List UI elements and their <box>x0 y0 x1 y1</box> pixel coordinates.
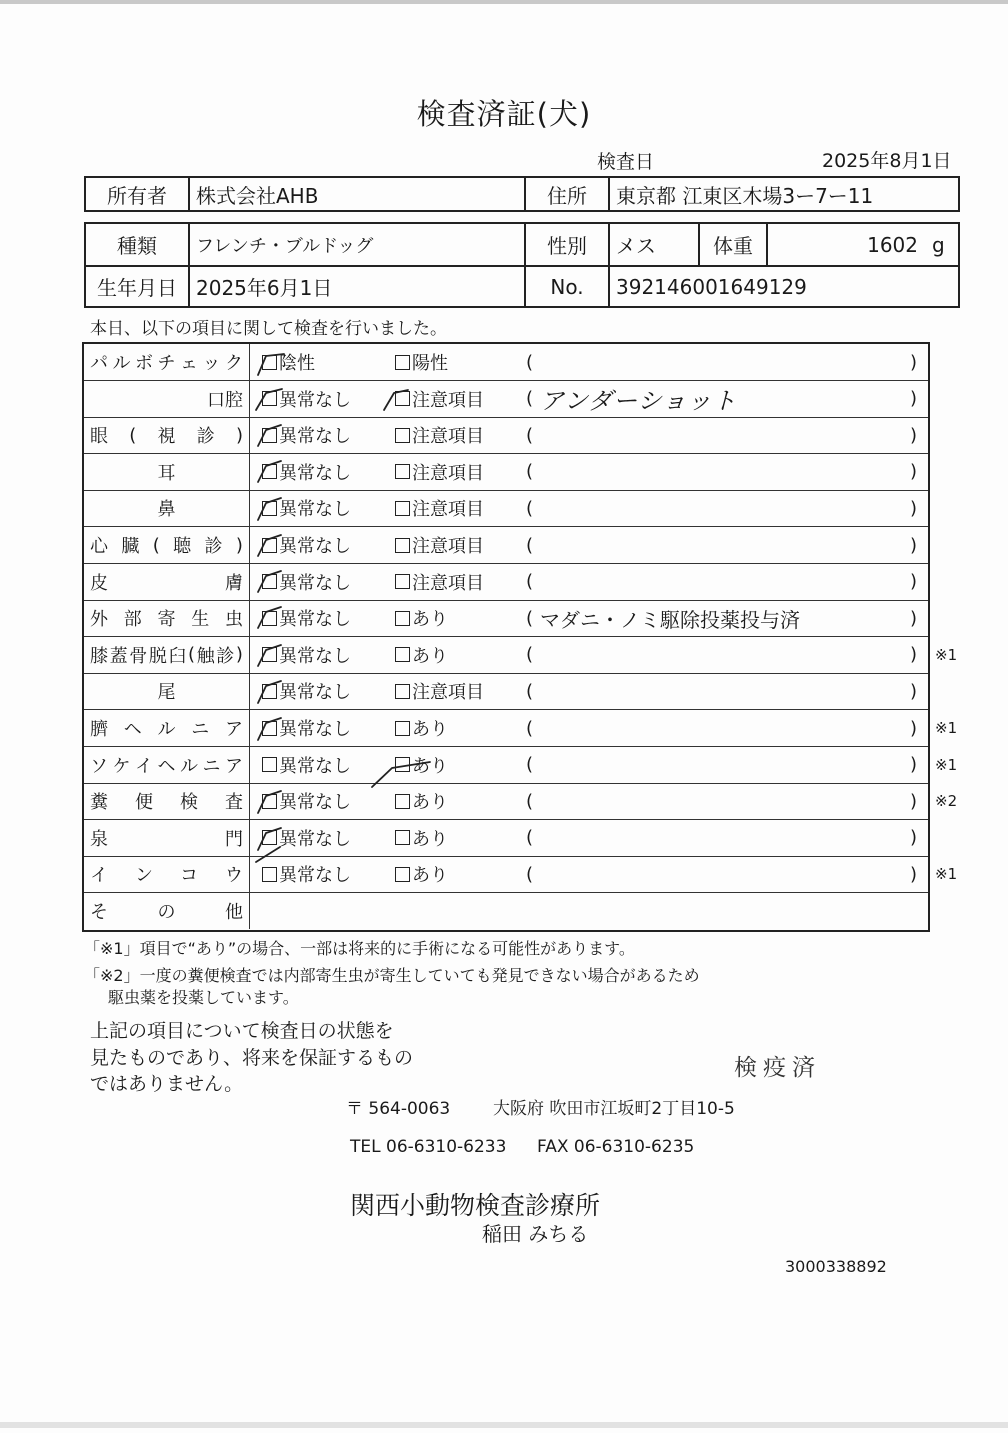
option-label: あり <box>412 792 448 814</box>
paren-close: ) <box>910 424 918 446</box>
option-label: 異常なし <box>279 755 351 777</box>
note-2-cont: 駆虫薬を投薬しています。 <box>108 988 299 1007</box>
owner-label: 所有者 <box>107 183 167 208</box>
option-label: 陽性 <box>412 353 448 374</box>
option-label: 注意項目 <box>412 426 484 448</box>
paren-close: ) <box>910 644 918 666</box>
paren-close: ) <box>910 790 918 812</box>
option-label: あり <box>412 645 448 667</box>
owner-value: 株式会社AHB <box>196 183 319 208</box>
option-label: 異常なし <box>279 792 351 814</box>
paren-open: ( <box>526 754 534 776</box>
paren-open: ( <box>526 461 534 483</box>
paren-open: ( <box>526 534 534 556</box>
disclaimer-line-2: 見たものであり、将来を保証するもの <box>90 1047 414 1069</box>
document-title: 検査済証(犬) <box>416 97 592 131</box>
clinic-fax: FAX 06-6310-6235 <box>537 1137 695 1157</box>
option-label: 異常なし <box>279 572 351 594</box>
paren-close: ) <box>910 607 918 629</box>
birth-value: 2025年6月1日 <box>196 276 333 300</box>
note-2: 「※2」一度の糞便検査では内部寄生虫が寄生していても発見できない場合があるため <box>84 966 700 985</box>
row-label: 尾 <box>84 673 250 709</box>
breed-value: フレンチ・ブルドッグ <box>196 235 374 257</box>
option-label: 異常なし <box>279 499 351 521</box>
option-label: あり <box>412 719 448 740</box>
vet-name: 稲田 みちる <box>482 1222 589 1246</box>
exam-date: 2025年8月1日 <box>822 150 952 172</box>
number-value: 392146001649129 <box>616 274 807 299</box>
clinic-address: 大阪府 吹田市江坂町2丁目10-5 <box>493 1099 735 1119</box>
row-label: そ の 他 <box>84 893 250 929</box>
paren-open: ( <box>526 571 534 593</box>
row-label: 膝 蓋 骨 脱 臼 ( 触 診 ) <box>84 637 250 673</box>
exam-date-label: 検査日 <box>597 151 655 173</box>
document-number: 3000338892 <box>785 1257 887 1276</box>
option-label: 陰性 <box>279 353 315 374</box>
number-label: No. <box>550 274 584 299</box>
paren-open: ( <box>526 424 534 446</box>
postal-code: 〒 564-0063 <box>346 1099 451 1119</box>
option-label: 注意項目 <box>412 499 484 521</box>
option-label: 注意項目 <box>412 572 484 594</box>
option-label: 異常なし <box>279 645 351 667</box>
option-label: 注意項目 <box>412 389 484 411</box>
row-label: 耳 <box>84 454 250 490</box>
row-label: 外 部 寄 生 虫 <box>84 600 250 636</box>
option-label: 異常なし <box>279 865 351 887</box>
option-label: あり <box>412 609 448 631</box>
row-label: 眼 ( 視 診 ) <box>84 417 250 453</box>
paren-close: ) <box>910 863 918 885</box>
paren-open: ( <box>526 607 534 629</box>
scan-edge-bottom <box>0 1422 1008 1428</box>
footnote-mark: ※1 <box>935 719 958 737</box>
option-label: あり <box>412 755 448 777</box>
paren-close: ) <box>910 461 918 483</box>
paren-close: ) <box>910 497 918 519</box>
address-label: 住所 <box>547 183 587 208</box>
row-label: ソ ケ イ ヘ ル ニ ア <box>84 747 250 783</box>
footnote-mark: ※1 <box>935 645 958 664</box>
row-label: 口腔 <box>84 381 250 417</box>
paren-close: ) <box>910 534 918 556</box>
birth-label: 生年月日 <box>97 276 177 300</box>
row-label: 心 臓 ( 聴 診 ) <box>84 527 250 563</box>
row-label: イ ン コ ウ <box>84 856 250 892</box>
clinic-tel: TEL 06-6310-6233 <box>350 1137 507 1157</box>
sex-value: メス <box>616 234 656 258</box>
sex-label: 性別 <box>547 234 587 258</box>
footnote-mark: ※2 <box>935 792 958 811</box>
paren-close: ) <box>910 680 918 702</box>
paren-close: ) <box>910 754 918 776</box>
paren-open: ( <box>526 790 534 812</box>
row-label: 皮 膚 <box>84 564 250 600</box>
disclaimer-line-1: 上記の項目について検査日の状態を <box>90 1020 394 1042</box>
row-label: 泉 門 <box>84 820 250 856</box>
disclaimer-line-3: ではありません。 <box>90 1073 244 1095</box>
paren-open: ( <box>526 680 534 702</box>
option-label: 異常なし <box>279 462 351 484</box>
paren-open: ( <box>526 388 534 410</box>
paren-close: ) <box>910 571 918 593</box>
quarantine-stamp: 検疫済 <box>734 1055 821 1081</box>
option-label: 異常なし <box>279 536 351 557</box>
option-label: 異常なし <box>279 828 351 850</box>
address-value: 東京都 江東区木場3ー7ー11 <box>616 183 874 208</box>
breed-label: 種類 <box>117 234 157 258</box>
intro-text: 本日、以下の項目に関して検査を行いました。 <box>90 319 447 339</box>
paren-open: ( <box>526 863 534 885</box>
option-label: あり <box>412 828 448 850</box>
weight-label: 体重 <box>713 234 753 258</box>
note-1: 「※1」項目で“あり”の場合、一部は将来的に手術になる可能性があります。 <box>84 939 635 958</box>
weight-unit: g <box>932 232 945 257</box>
option-label: 異常なし <box>279 719 351 740</box>
row-label: パ ル ボ チ ェ ッ ク <box>84 344 250 380</box>
paren-close: ) <box>910 351 918 373</box>
row-label: 糞 便 検 査 <box>84 783 250 819</box>
option-label: 注意項目 <box>412 536 484 557</box>
footnote-mark: ※1 <box>935 865 958 884</box>
option-label: 異常なし <box>279 426 351 448</box>
paren-open: ( <box>526 644 534 666</box>
paren-close: ) <box>910 717 918 739</box>
option-label: 注意項目 <box>412 462 484 484</box>
paren-close: ) <box>910 388 918 410</box>
clinic-name: 関西小動物検査診療所 <box>350 1191 601 1220</box>
row-comment[interactable]: マダニ・ノミ駆除投薬投与済 <box>540 607 800 632</box>
row-label: 鼻 <box>84 490 250 526</box>
row-label: 臍 ヘ ル ニ ア <box>84 710 250 746</box>
weight-value: 1602 <box>867 232 918 257</box>
paren-open: ( <box>526 827 534 849</box>
paren-open: ( <box>526 351 534 373</box>
paren-open: ( <box>526 497 534 519</box>
paren-open: ( <box>526 717 534 739</box>
option-label: 異常なし <box>279 389 351 411</box>
option-label: 異常なし <box>279 609 351 631</box>
footnote-mark: ※1 <box>935 755 958 774</box>
option-label: あり <box>412 865 448 887</box>
option-label: 異常なし <box>279 682 351 704</box>
row-comment[interactable]: アンダーショット <box>540 387 738 416</box>
option-label: 注意項目 <box>412 682 484 704</box>
paren-close: ) <box>910 827 918 849</box>
